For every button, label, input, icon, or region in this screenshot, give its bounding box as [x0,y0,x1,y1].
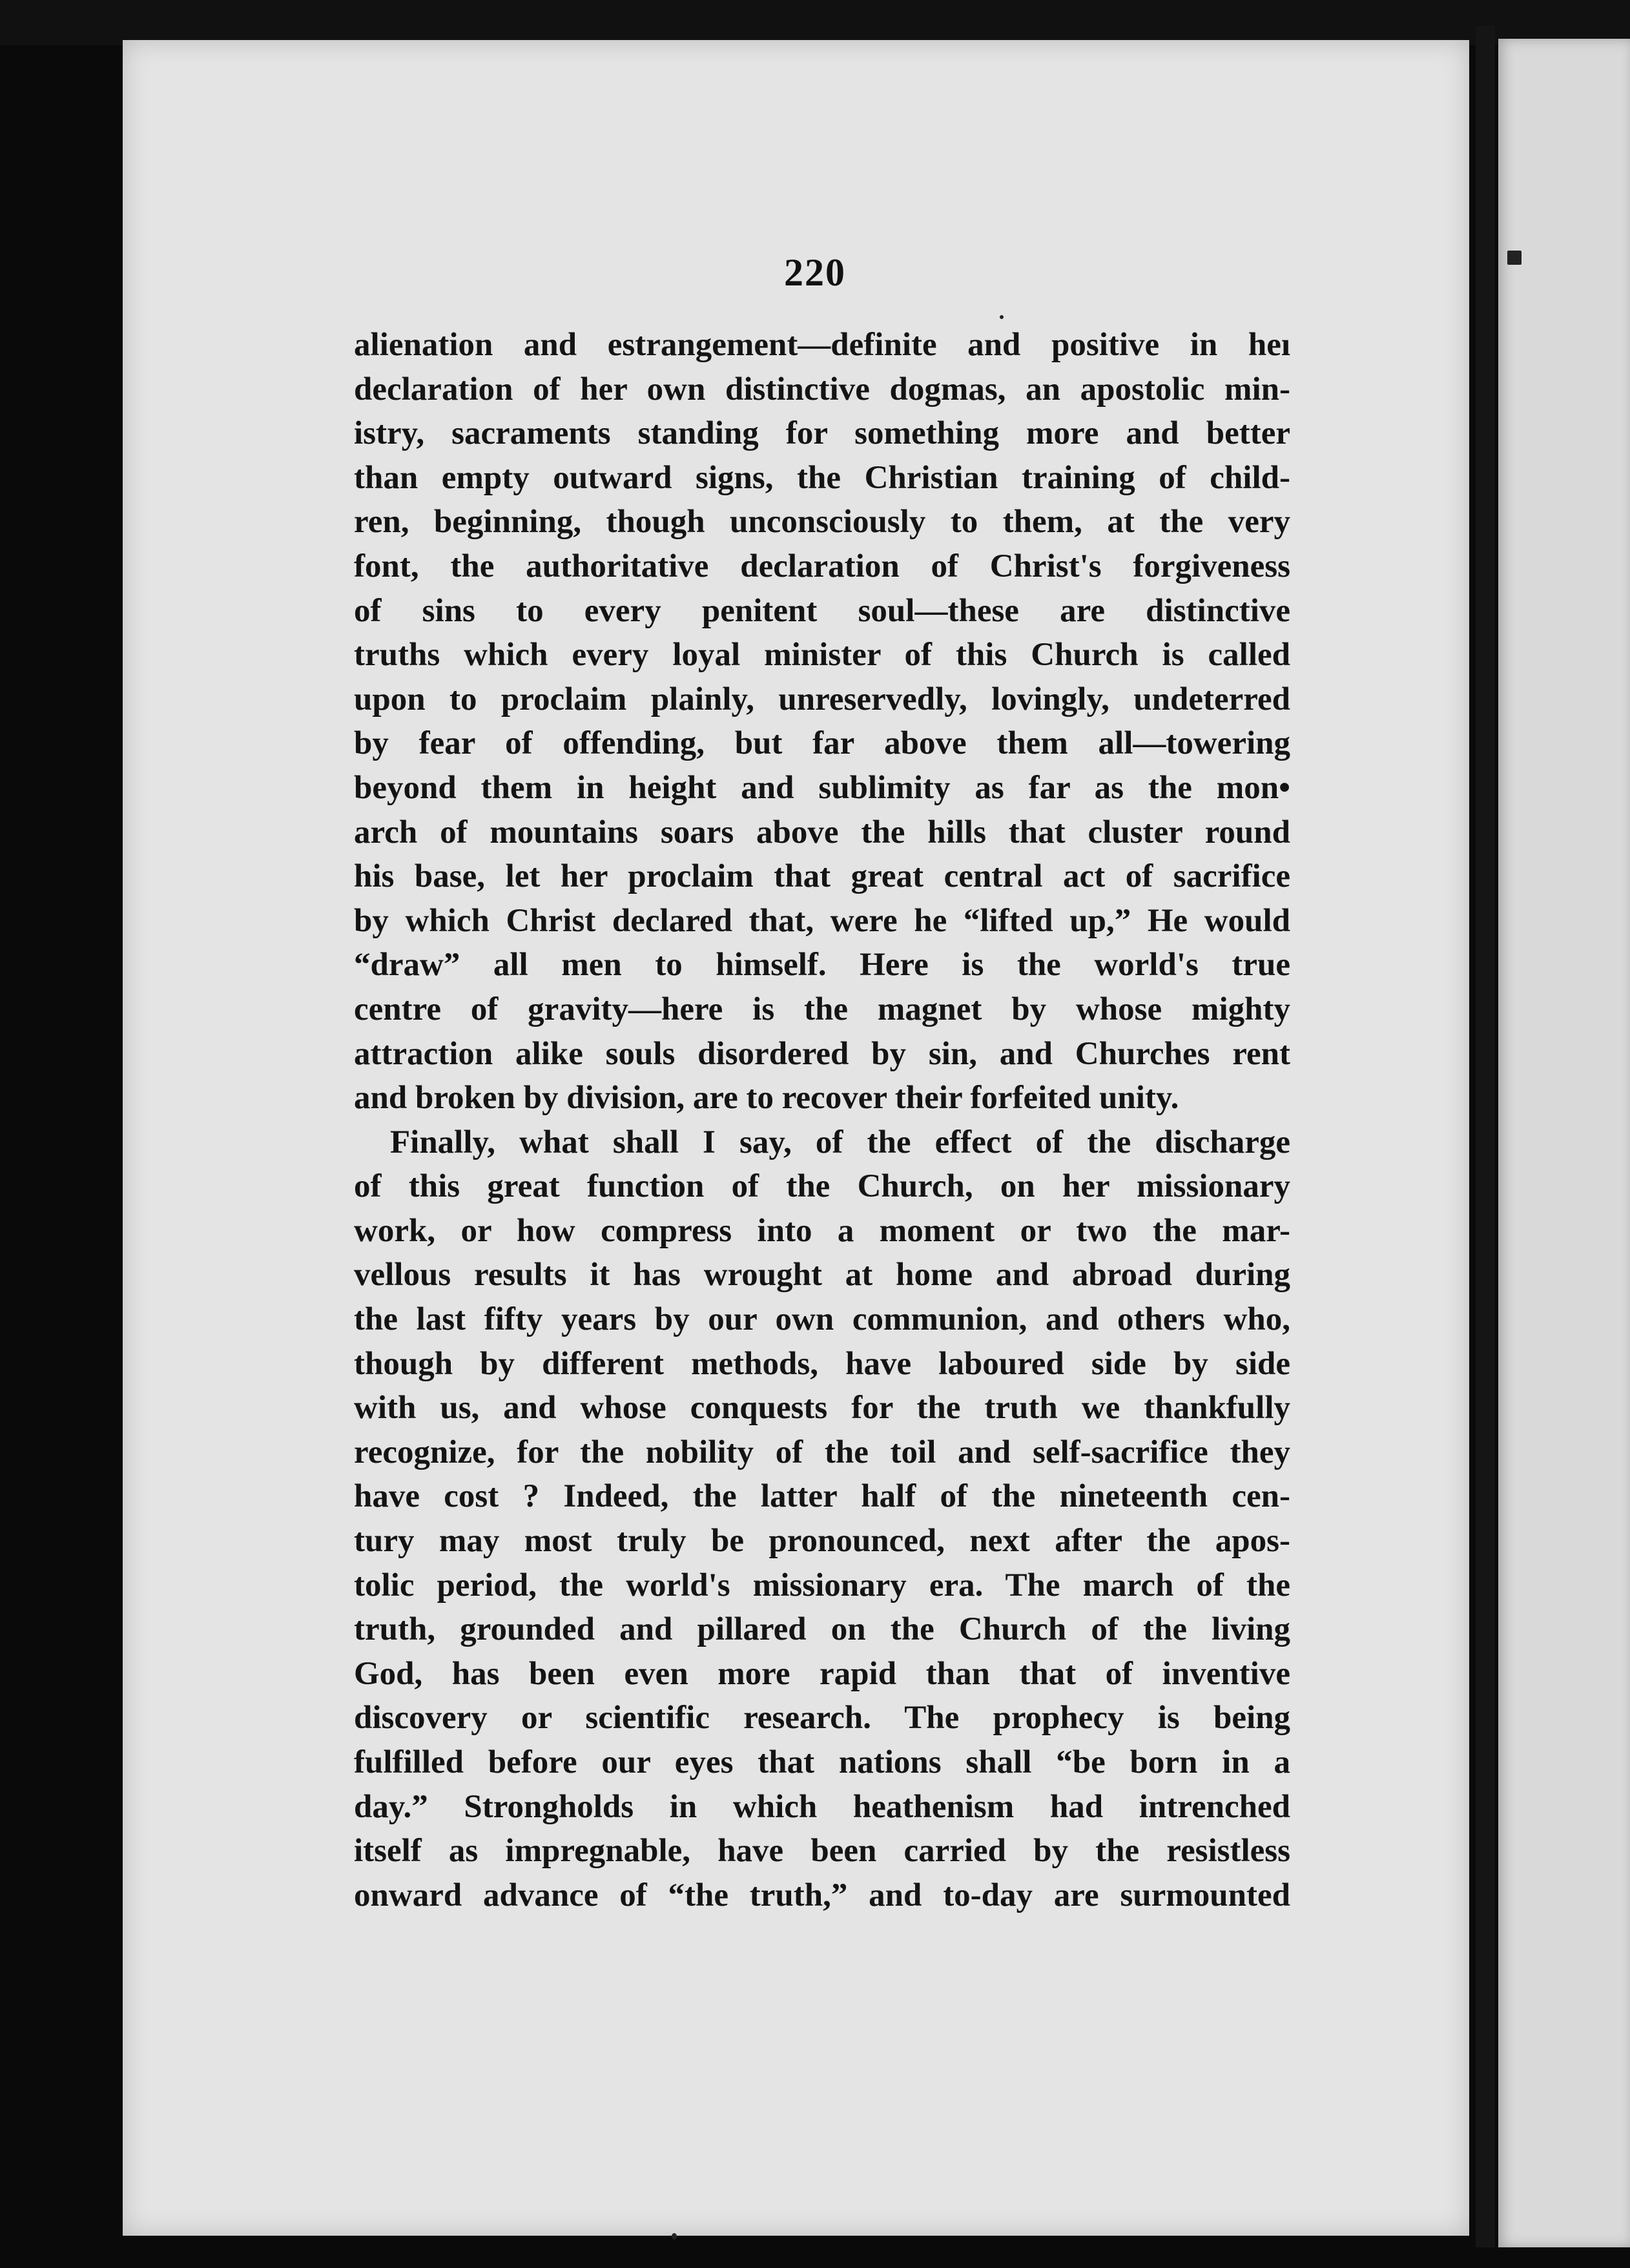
text-line: itself as impregnable, have been carried by the resistless [354,1833,1290,1870]
text-line: Finally, what shall I say, of the effect of the discharge [390,1124,1290,1160]
text-line: attraction alike souls disordered by sin, and Churches rent [354,1035,1290,1072]
body-text [354,323,1290,1917]
text-line: font, the authoritative declaration of Christ's forgiveness [354,548,1290,584]
text-line: fulfilled before our eyes that nations shall “be born in a [354,1744,1290,1780]
text-line: alienation and estrangement—definite and positive in heı [354,327,1290,363]
text-line: though by different methods, have laboured side by side [354,1345,1290,1382]
text-line: tury may most truly be pronounced, next after the apos- [354,1523,1290,1560]
text-line: ren, beginning, though unconsciously to them, at the very [354,504,1290,541]
text-line: have cost ? Indeed, the latter half of the nineteenth cen- [354,1478,1290,1515]
book-spine-shadow [1476,26,1495,2247]
text-line: by fear of offending, but far above them all—towering [354,725,1290,762]
text-line: vellous results it has wrought at home and abroad during [354,1257,1290,1294]
text-line: than empty outward signs, the Christian training of child- [354,459,1290,496]
text-line: and broken by division, are to recover their forfeited unity. [354,1080,1179,1117]
scan-speck [1000,315,1004,319]
text-line: of this great function of the Church, on her missionary [354,1168,1290,1205]
text-line: “draw” all men to himself. Here is the world's true [354,947,1290,984]
scan-top-border [0,0,1630,45]
facing-page-edge [1498,39,1630,2247]
text-line: of sins to every penitent soul—these are distinctive [354,592,1290,629]
text-line: day.” Strongholds in which heathenism had intrenched [354,1788,1290,1825]
text-line: the last fifty years by our own communion, and others who, [354,1301,1290,1338]
text-line: work, or how compress into a moment or two the mar- [354,1212,1290,1249]
text-line: tolic period, the world's missionary era. The march of the [354,1567,1290,1603]
text-line: arch of mountains soars above the hills that cluster round [354,814,1290,850]
text-line: recognize, for the nobility of the toil and self-sacrifice they [354,1434,1290,1470]
text-line: his base, let her proclaim that great central act of sacrifice [354,858,1290,895]
text-line: declaration of her own distinctive dogmas, an apostolic min- [354,371,1290,407]
text-line: with us, and whose conquests for the truth we thankfully [354,1390,1290,1427]
page-number: 220 [784,251,846,294]
text-line: by which Christ declared that, were he “lifted up,” He would [354,902,1290,939]
text-line: istry, sacraments standing for something more and better [354,415,1290,452]
text-line: discovery or scientific research. The prophecy is being [354,1700,1290,1737]
scan-speck [672,2233,677,2240]
text-line: truths which every loyal minister of this Church is called [354,637,1290,674]
text-line: centre of gravity—here is the magnet by whose mighty [354,991,1290,1027]
text-line: onward advance of “the truth,” and to-day are surmounted [354,1877,1290,1913]
text-line: upon to proclaim plainly, unreservedly, lovingly, undeterred [354,681,1290,717]
text-line: truth, grounded and pillared on the Church of the living [354,1611,1290,1648]
text-line: God, has been even more rapid than that of inventive [354,1655,1290,1692]
text-line: beyond them in height and sublimity as far as the mon• [354,769,1290,806]
